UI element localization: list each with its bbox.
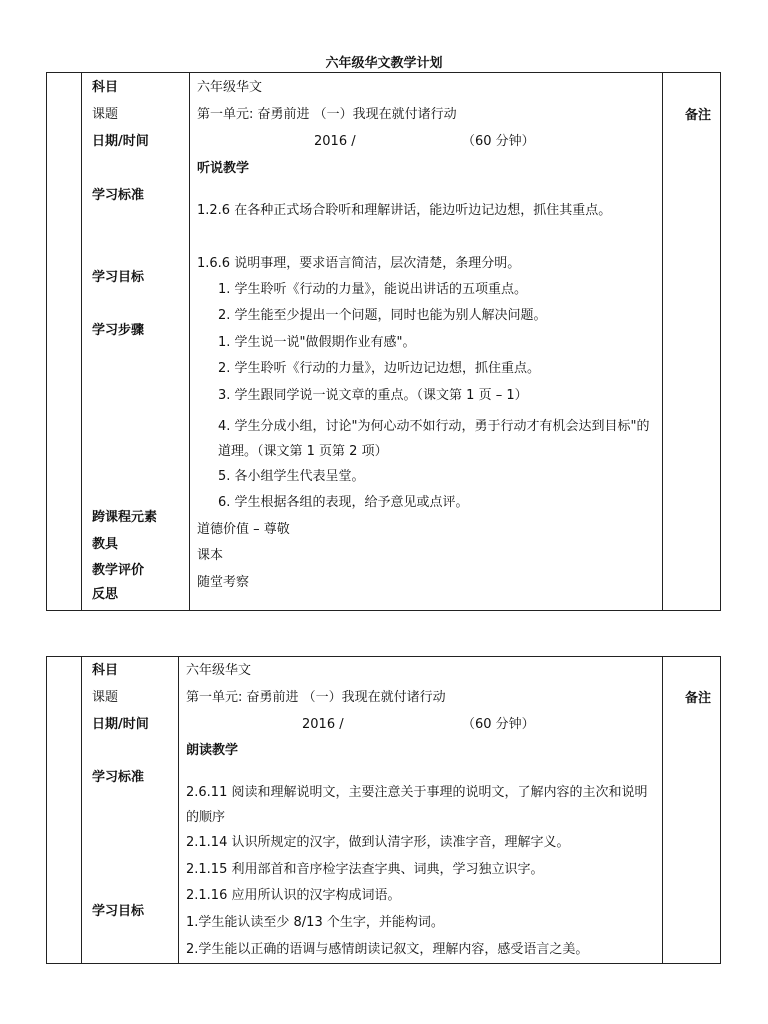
label-cross-curriculum: 跨课程元素 bbox=[92, 510, 158, 525]
topic-value: 第一单元: 奋勇前进 （一）我现在就付诸行动 bbox=[186, 690, 446, 705]
teaching-aids-value: 课本 bbox=[197, 548, 224, 563]
label-objective: 学习目标 bbox=[92, 270, 145, 285]
step-item: 4. 学生分成小组，讨论"为何心动不如行动，勇于行动才有机会达到目标"的道理。（课文第 1 页第 2 项） bbox=[218, 419, 650, 459]
label-assessment: 教学评价 bbox=[92, 563, 145, 578]
subject-value: 六年级华文 bbox=[186, 663, 252, 678]
label-standard: 学习标准 bbox=[92, 188, 145, 203]
topic-value: 第一单元: 奋勇前进 （一）我现在就付诸行动 bbox=[197, 107, 457, 122]
lesson-plan-table-1 bbox=[46, 72, 721, 611]
standard-item: 1.2.6 在各种正式场合聆听和理解讲话，能边听边记边想，抓住其重点。 bbox=[197, 203, 612, 218]
standard-item: 2.1.14 认识所规定的汉字，做到认清字形，读准字音，理解字义。 bbox=[186, 835, 570, 850]
date-year: 2016 / bbox=[302, 717, 344, 732]
remarks-label: 备注 bbox=[685, 108, 712, 123]
column-divider bbox=[662, 657, 663, 963]
column-divider bbox=[81, 73, 82, 610]
step-item: 6. 学生根据各组的表现，给予意见或点评。 bbox=[218, 495, 469, 510]
label-subject: 科目 bbox=[92, 80, 119, 95]
skill-type: 听说教学 bbox=[197, 161, 250, 176]
duration: （60 分钟） bbox=[462, 717, 535, 732]
objective-item: 1. 学生聆听《行动的力量》，能说出讲话的五项重点。 bbox=[218, 282, 528, 297]
step-item: 2. 学生聆听《行动的力量》，边听边记边想，抓住重点。 bbox=[218, 361, 541, 376]
step-item: 3. 学生跟同学说一说文章的重点。（课文第 1 页 – 1） bbox=[218, 388, 528, 403]
skill-type: 朗读教学 bbox=[186, 743, 239, 758]
label-objective: 学习目标 bbox=[92, 904, 145, 919]
standard-item: 1.6.6 说明事理，要求语言简洁，层次清楚，条理分明。 bbox=[197, 256, 521, 271]
duration: （60 分钟） bbox=[462, 134, 535, 149]
standard-item: 2.1.16 应用所认识的汉字构成词语。 bbox=[186, 888, 401, 903]
assessment-value: 随堂考察 bbox=[197, 575, 250, 590]
step-item: 5. 各小组学生代表呈堂。 bbox=[218, 469, 365, 484]
label-standard: 学习标准 bbox=[92, 770, 145, 785]
subject-value: 六年级华文 bbox=[197, 80, 263, 95]
label-steps: 学习步骤 bbox=[92, 323, 145, 338]
column-divider bbox=[81, 657, 82, 963]
standard-item: 2.1.15 利用部首和音序检字法查字典、词典，学习独立识字。 bbox=[186, 862, 544, 877]
column-divider bbox=[178, 657, 179, 963]
label-teaching-aids: 教具 bbox=[92, 537, 119, 552]
label-topic: 课题 bbox=[92, 107, 119, 122]
date-year: 2016 / bbox=[314, 134, 356, 149]
objective-item: 1.学生能认读至少 8/13 个生字，并能构词。 bbox=[186, 915, 444, 930]
label-date-time: 日期/时间 bbox=[92, 134, 149, 149]
lesson-plan-table-2 bbox=[46, 656, 721, 964]
label-reflection: 反思 bbox=[92, 587, 119, 602]
label-topic: 课题 bbox=[92, 690, 119, 705]
step-item: 1. 学生说一说"做假期作业有感"。 bbox=[218, 335, 416, 350]
document-title: 六年级华文教学计划 bbox=[325, 56, 443, 71]
objective-item: 2. 学生能至少提出一个问题，同时也能为别人解决问题。 bbox=[218, 308, 547, 323]
standard-item: 2.6.11 阅读和理解说明文，主要注意关于事理的说明文，了解内容的主次和说明的顺序 bbox=[186, 785, 648, 825]
objective-item: 2.学生能以正确的语调与感情朗读记叙文，理解内容，感受语言之美。 bbox=[186, 942, 589, 957]
column-divider bbox=[662, 73, 663, 610]
column-divider bbox=[189, 73, 190, 610]
remarks-label: 备注 bbox=[685, 691, 712, 706]
label-subject: 科目 bbox=[92, 663, 119, 678]
label-date-time: 日期/时间 bbox=[92, 717, 149, 732]
cross-curriculum-value: 道德价值 – 尊敬 bbox=[197, 522, 290, 537]
